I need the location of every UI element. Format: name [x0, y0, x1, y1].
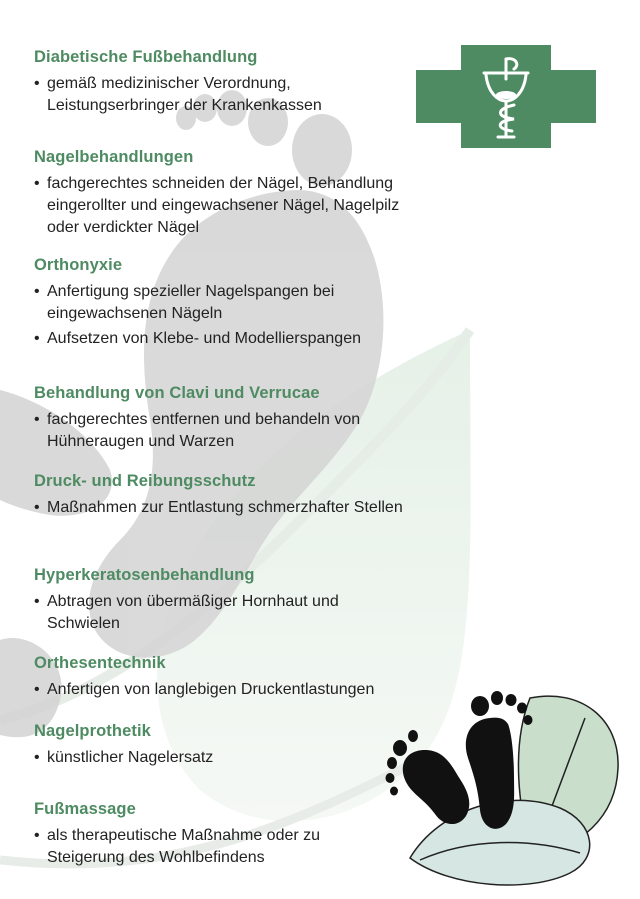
list-item: • fachgerechtes schneiden der Nägel, Behandlung eingerollter und eingewachsener Nägel, Nagelpilz oder verdickter Nägel	[34, 173, 427, 239]
section-heading: Hyperkeratosenbehandlung	[34, 566, 255, 584]
section-heading: Fußmassage	[34, 800, 136, 818]
list-item: • Anfertigung spezieller Nagelspangen bei eingewachsenen Nägeln	[34, 281, 407, 325]
section-heading: Nagelprothetik	[34, 722, 151, 740]
list-item: • Abtragen von übermäßiger Hornhaut und Schwielen	[34, 591, 397, 635]
section-pressure-protection	[34, 472, 454, 522]
section-heading: Behandlung von Clavi und Verrucae	[34, 384, 320, 402]
list-item: • Anfertigen von langlebigen Druckentlastungen	[34, 679, 467, 701]
section-nail-prosthetics	[34, 722, 454, 772]
list-item: • fachgerechtes entfernen und behandeln von Hühneraugen und Warzen	[34, 409, 427, 453]
section-heading: Diabetische Fußbehandlung	[34, 48, 258, 66]
section-foot-massage	[34, 800, 454, 872]
section-nail-treatment	[34, 148, 454, 242]
section-clavi-verrucae	[34, 384, 454, 456]
list-item: • Aufsetzen von Klebe- und Modellierspangen	[34, 328, 447, 350]
list-item: • als therapeutische Maßnahme oder zu Steigerung des Wohlbefindens	[34, 825, 387, 869]
section-orthesis	[34, 654, 454, 704]
list-item: • gemäß medizinischer Verordnung, Leistungserbringer der Krankenkassen	[34, 73, 387, 117]
section-diabetic-foot	[34, 48, 454, 120]
section-heading: Orthesentechnik	[34, 654, 166, 672]
section-heading: Nagelbehandlungen	[34, 148, 194, 166]
section-hyperkeratosis	[34, 566, 454, 638]
list-item: • künstlicher Nagelersatz	[34, 747, 347, 769]
section-heading: Druck- und Reibungsschutz	[34, 472, 256, 490]
list-item: • Maßnahmen zur Entlastung schmerzhafter Stellen	[34, 497, 417, 519]
section-heading: Orthonyxie	[34, 256, 123, 274]
section-orthonyxie	[34, 256, 454, 353]
